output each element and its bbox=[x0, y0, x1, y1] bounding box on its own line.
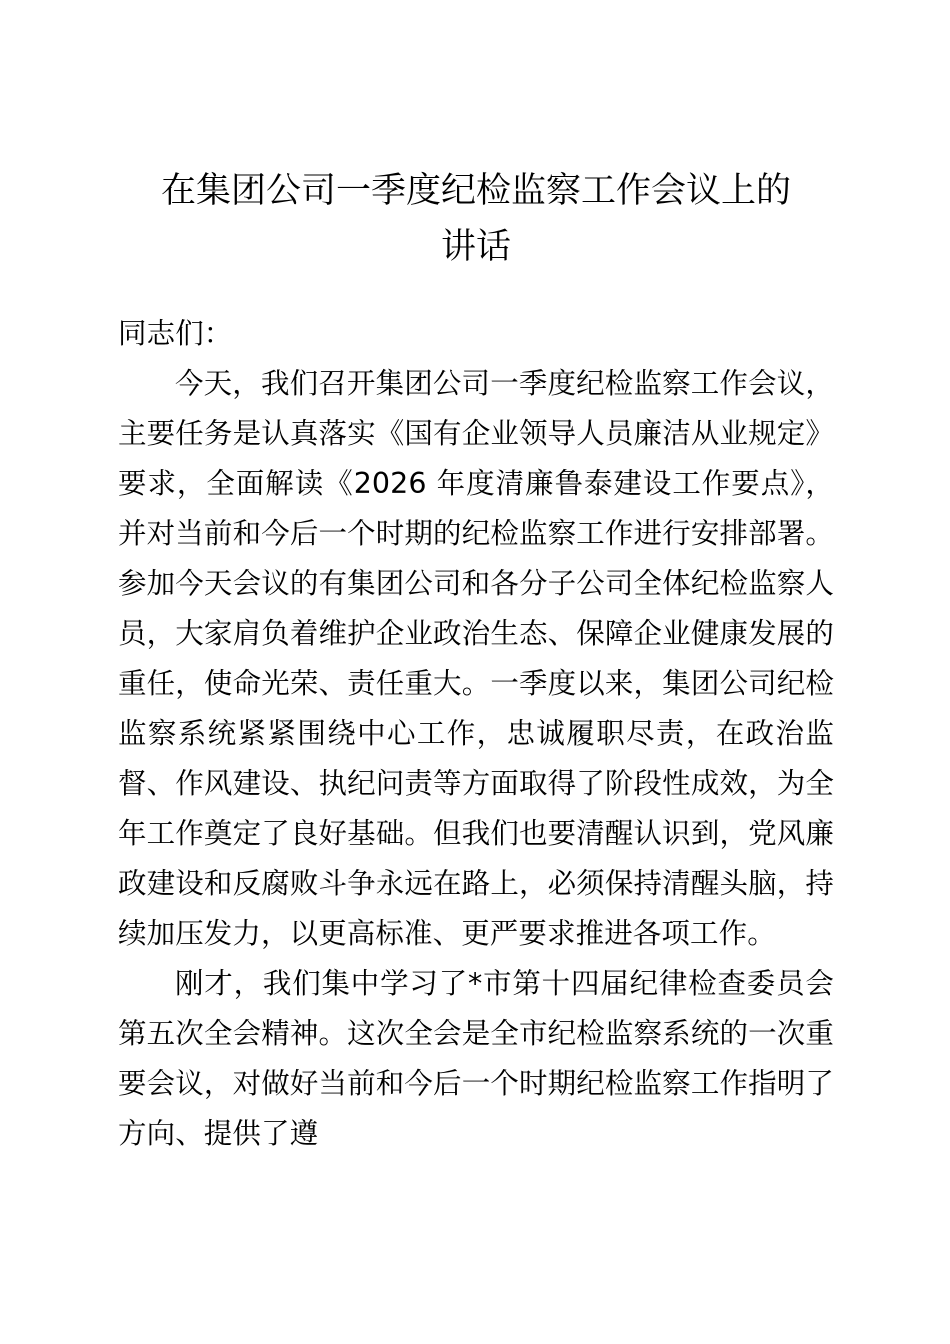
page-title-line-1: 在集团公司一季度纪检监察工作会议上的 bbox=[160, 171, 791, 211]
page-title bbox=[118, 0, 834, 275]
salutation: 同志们： bbox=[118, 317, 233, 350]
document-body bbox=[118, 0, 834, 1159]
body-paragraph-2: 刚才，我们集中学习了*市第十四届纪律检查委员会第五次全会精神。这次全会是全市纪检监察系统的一次重要会议，对做好当前和今后一个时期纪检监察工作指明了方向、提供了遵 bbox=[118, 967, 834, 1150]
body-paragraph-1: 今天，我们召开集团公司一季度纪检监察工作会议，主要任务是认真落实《国有企业领导人员廉洁从业规定》要求，全面解读《2026 年度清廉鲁泰建设工作要点》，并对当前和今后一个时期的纪检监察工作进行安排部署。参加今天会议的有集团公司和各分子公司全体纪检监察人员，大家肩负着维护企业政治生态、保障企业健康发展的重任，使命光荣、责任重大。一季度以来，集团公司纪检监察系统紧紧围绕中心工作，忠诚履职尽责，在政治监督、作风建设、执纪问责等方面取得了阶段性成效，为全年工作奠定了良好基础。但我们也要清醒认识到，党风廉政建设和反腐败斗争永远在路上，必须保持清醒头脑，持续加压发力，以更高标准、更严要求推进各项工作。 bbox=[118, 367, 834, 950]
page-title-line-2: 讲话 bbox=[440, 227, 511, 267]
